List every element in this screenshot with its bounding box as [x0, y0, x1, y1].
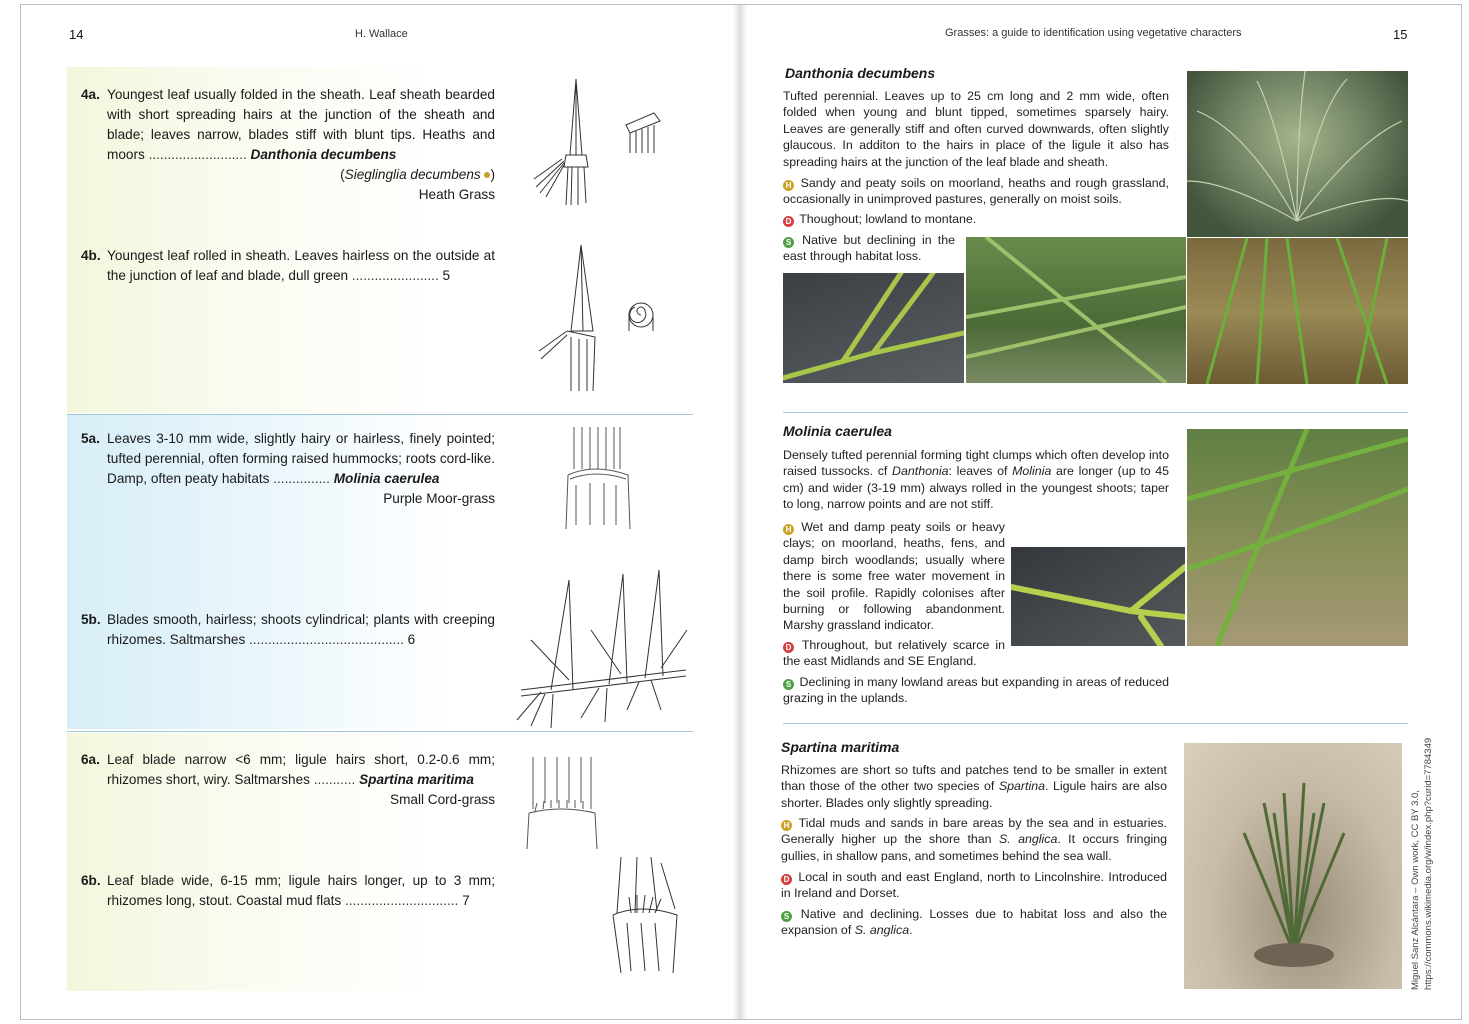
- status-marker-icon: S: [783, 679, 794, 690]
- running-header-right: Grasses: a guide to identification using vegetative characters: [945, 27, 1242, 39]
- spartina-anglica-ligule-drawing: [591, 853, 691, 983]
- running-header-left: H. Wallace: [355, 28, 408, 40]
- leaf-blades-illustration: [966, 237, 1186, 383]
- species-name: Danthonia decumbens: [250, 147, 397, 162]
- species-name: Molinia caerulea: [333, 471, 440, 486]
- species-heading-danthonia: Danthonia decumbens: [785, 65, 936, 81]
- danthonia-description: Tufted perennial. Leaves up to 25 cm long and 2 mm wide, often folded when young and blunt tipped, sometimes sparsely hairy. Leaves are generally stiff and often curved downwards, often slightly glaucous. In additon to the hairs in place of the ligule it also has spreading hairs at the junction of the leaf blade and sheath.: [783, 89, 1169, 169]
- distribution-marker-icon: D: [783, 216, 794, 227]
- entry-text: Youngest leaf usually folded in the sheath. Leaf sheath bearded with short spreading hairs at the junction of the sheath and blade; leaves narrow, blades stiff with blunt tips.: [107, 87, 495, 142]
- description-part: Rhizomes are short so tufts and patches tend to be smaller in extent than those of the other two species of: [781, 763, 1167, 794]
- molinia-habitat: [783, 519, 1005, 634]
- status-text: .: [909, 923, 913, 938]
- entry-label: 6b.: [81, 873, 101, 888]
- description-part: : leaves of: [948, 464, 1013, 479]
- entry-habitat: Saltmarshes: [234, 772, 310, 787]
- spartina-habitat: [781, 815, 1167, 864]
- entry-label: 4b.: [81, 248, 101, 263]
- synonym-line: (Sieglinglia decumbens ): [340, 167, 495, 182]
- entry-label: 6a.: [81, 752, 100, 767]
- section-rule: [783, 723, 1408, 724]
- entry-label: 4a.: [81, 87, 100, 102]
- danthonia-status: [783, 232, 955, 265]
- leaf-junction-illustration: [783, 273, 964, 383]
- danthonia-distribution: [783, 211, 1169, 227]
- photo-credit-author: Miguel Sanz Alcántara – Own work, CC BY 3.0,: [1410, 790, 1421, 990]
- distribution-marker-icon: D: [781, 874, 792, 885]
- entry-text: Leaf blade wide, 6-15 mm; ligule hairs longer, up to 3 mm; rhizomes long, stout. Coastal mud flats: [107, 873, 495, 908]
- danthonia-tuft-photo: [1187, 71, 1408, 237]
- description-part: . Ligule hairs are also shorter. Blades only slightly spreading.: [781, 779, 1167, 810]
- lead-to-number: 7: [462, 893, 470, 908]
- entry-label: 5b.: [81, 612, 101, 627]
- danthonia-junction-photo: [783, 273, 964, 383]
- description-part: are longer (up to 45 cm) and wider (3-19 mm) always rolled in the youngest shoots; taper to long, narrow points and are not stiff.: [783, 464, 1170, 512]
- genus-name: Spartina: [998, 779, 1045, 794]
- left-page: [21, 5, 733, 1019]
- right-page: [747, 5, 1461, 1019]
- yellow-dot-icon: [484, 172, 490, 178]
- entry-habitat: Damp, often peaty habitats: [107, 471, 270, 486]
- photo-credit-url: https://commons.wikimedia.org/w/index.php?curid=7784349: [1423, 737, 1434, 990]
- key-entry-6b: [81, 871, 495, 911]
- book-spread: [20, 4, 1462, 1020]
- entry-text: Leaf blade narrow <6 mm; ligule hairs short, 0.2-0.6 mm; rhizomes short, wiry.: [107, 752, 495, 787]
- status-text: Declining in many lowland areas but expanding in areas of reduced grazing in the uplands.: [783, 675, 1169, 706]
- status-text: Native and declining. Losses due to habitat loss and also the expansion of: [781, 907, 1167, 938]
- band-divider: [67, 414, 693, 415]
- distribution-text: Throughout, but relatively scarce in the east Midlands and SE England.: [783, 638, 1006, 669]
- habitat-text: Wet and damp peaty soils or heavy clays; on moorland, heaths, fens, and damp birch woodlands; usually where there is some free water movement in the soil profile. Rapidly colonises after burning or following abandonment. Marshy grassland indicator.: [783, 520, 1005, 633]
- key-entry-5b: [81, 610, 495, 650]
- band-divider: [67, 731, 693, 732]
- grass-tuft-illustration: [1187, 71, 1408, 237]
- molinia-ligule-drawing: [546, 425, 666, 535]
- molinia-status: [783, 674, 1169, 707]
- danthonia-habitat: [783, 175, 1169, 208]
- spartina-distribution: [781, 869, 1167, 902]
- status-text: Native but declining in the east through habitat loss.: [783, 233, 955, 264]
- leader-dots: .........................................: [249, 632, 404, 647]
- leader-dots: ...............: [273, 471, 330, 486]
- habitat-marker-icon: H: [783, 180, 794, 191]
- habitat-marker-icon: H: [783, 524, 794, 535]
- rolled-leaf-drawing: [531, 241, 681, 391]
- entry-label: 5a.: [81, 431, 100, 446]
- entry-habitat: Heaths and moors: [107, 127, 496, 162]
- grass-leaves-illustration: [1187, 429, 1408, 646]
- entry-text: Youngest leaf rolled in sheath. Leaves hairless on the outside at the junction of leaf and blade, dull green: [107, 248, 495, 283]
- synonym-name: Sieglinglia decumbens: [344, 167, 481, 182]
- species-name: Spartina maritima: [359, 772, 474, 787]
- lead-to-number: 5: [442, 268, 451, 283]
- molinia-description: [783, 447, 1169, 513]
- leader-dots: ...........: [313, 772, 356, 787]
- page-number-right: 15: [1393, 27, 1408, 42]
- distribution-text: Thoughout; lowland to montane.: [799, 212, 977, 226]
- common-name: Heath Grass: [418, 187, 495, 202]
- spartina-status: [781, 906, 1167, 939]
- leader-dots: ..............................: [345, 893, 459, 908]
- key-entry-5a: [81, 429, 495, 509]
- rhizome-drawing: [511, 560, 691, 730]
- spartina-clump-photo: [1184, 743, 1402, 989]
- grass-clump-illustration: [1184, 743, 1402, 989]
- page-number-left: 14: [69, 27, 84, 42]
- genus-name: Molinia: [1012, 464, 1052, 479]
- leader-dots: .......................: [351, 268, 439, 283]
- species-heading-spartina: Spartina maritima: [781, 739, 900, 755]
- species-abbrev: S. anglica: [998, 832, 1058, 847]
- habitat-marker-icon: H: [781, 820, 792, 831]
- key-entry-4b: [81, 246, 495, 286]
- section-rule: [783, 412, 1408, 413]
- entry-text: Blades smooth, hairless; shoots cylindrical; plants with creeping rhizomes. Saltmarshes: [107, 612, 495, 647]
- molinia-habitat-photo: [1187, 429, 1408, 646]
- leader-dots: ..........................: [148, 147, 247, 162]
- status-marker-icon: S: [783, 237, 794, 248]
- key-entry-6a: [81, 750, 495, 810]
- common-name: Purple Moor-grass: [383, 491, 495, 506]
- molinia-junction-photo: [1011, 547, 1185, 646]
- molinia-distribution: [783, 637, 1005, 670]
- habitat-text: Sandy and peaty soils on moorland, heaths and rough grassland, occasionally in unimproved pastures, generally on moist soils.: [783, 176, 1169, 207]
- entry-text: Leaves 3-10 mm wide, slightly hairy or hairless, finely pointed; tufted perennial, often forming raised hummocks; roots cord-like.: [107, 431, 495, 466]
- status-marker-icon: S: [781, 911, 792, 922]
- grass-stems-illustration: [1187, 238, 1408, 384]
- lead-to-number: 6: [407, 632, 416, 647]
- species-abbrev: S. anglica: [854, 923, 910, 938]
- habitat-text: Tidal muds and sands in bare areas by the sea and in estuaries. Generally higher up the shore than: [781, 816, 1167, 847]
- common-name: Small Cord-grass: [390, 792, 495, 807]
- description-part: Densely tufted perennial forming tight clumps which often develop into raised tussocks. cf: [783, 448, 1169, 479]
- habitat-text: . It occurs fringing gullies, in shallow pans, and sometimes behind the sea wall.: [781, 832, 1167, 863]
- folded-leaf-drawing: [526, 75, 686, 210]
- leaf-junction-illustration: [1011, 547, 1185, 646]
- danthonia-habitat-photo: [1187, 238, 1408, 384]
- photo-credit: [1409, 738, 1435, 990]
- key-entry-4a: [81, 85, 495, 205]
- species-heading-molinia: Molinia caerulea: [783, 423, 892, 439]
- spartina-maritima-ligule-drawing: [511, 753, 611, 853]
- danthonia-leaf-photo: [966, 237, 1186, 383]
- spartina-description: [781, 762, 1167, 811]
- genus-name: Danthonia: [892, 464, 949, 479]
- distribution-marker-icon: D: [783, 642, 794, 653]
- distribution-text: Local in south and east England, north to Lincolnshire. Introduced in Ireland and Dorset.: [781, 870, 1167, 901]
- book-gutter: [733, 5, 747, 1019]
